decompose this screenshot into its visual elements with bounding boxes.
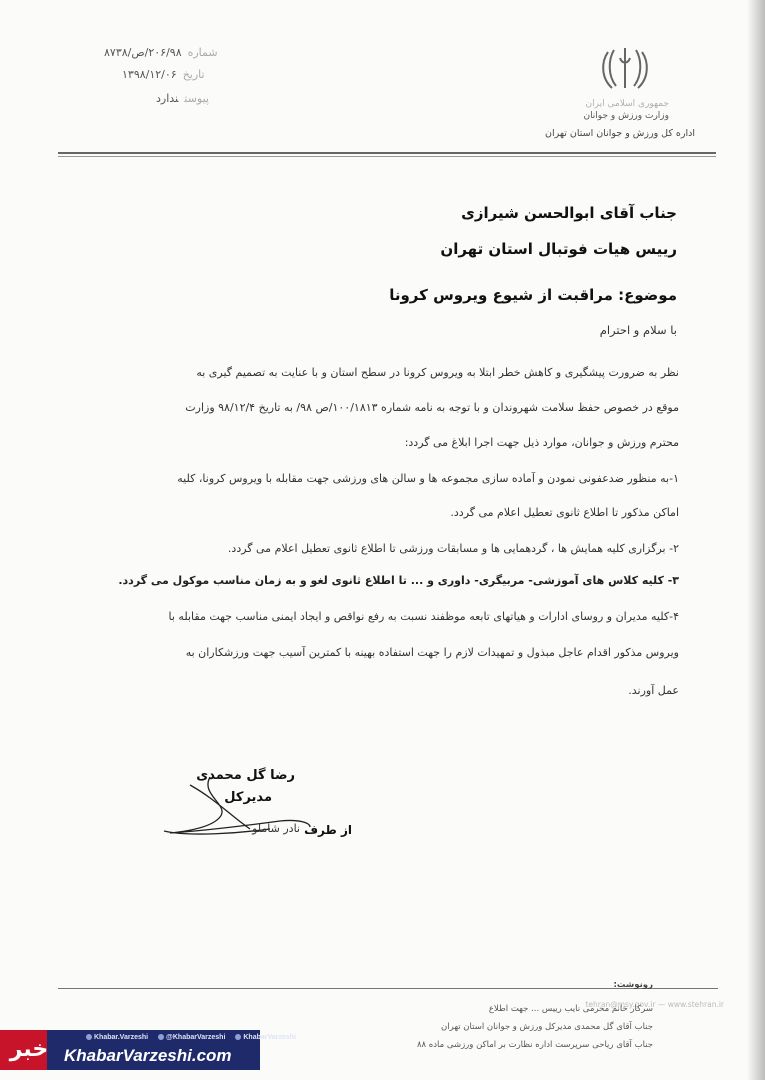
twitter-icon bbox=[235, 1034, 241, 1040]
cc-line: سرکار خانم محرمی نایب رییس ... جهت اطلاع bbox=[488, 1004, 653, 1014]
org-line-country: جمهوری اسلامی ایران bbox=[585, 99, 669, 109]
date-value: ۱۳۹۸/۱۲/۰۶ bbox=[122, 68, 177, 81]
letter-subject: موضوع: مراقبت از شیوع ویروس کرونا bbox=[389, 286, 677, 304]
number-value: ۲۰۶/۹۸/ص/۸۷۳۸ bbox=[104, 46, 182, 59]
on-behalf-label: از طرف bbox=[304, 823, 352, 837]
date-label: تاریخ bbox=[182, 68, 205, 81]
watermark-social bbox=[86, 1034, 304, 1041]
cc-line: جناب آقای گل محمدی مدیرکل ورزش و جوانان استان تهران bbox=[441, 1022, 653, 1032]
scan-edge-shadow bbox=[747, 0, 765, 1080]
attachment-label: پیوست bbox=[184, 92, 209, 105]
body-line: عمل آورند. bbox=[628, 684, 679, 697]
signatory-title: مدیرکل bbox=[224, 790, 272, 805]
iran-emblem-icon bbox=[598, 44, 652, 94]
body-line: محترم ورزش و جوانان، موارد ذیل جهت اجرا ابلاغ می گردد: bbox=[404, 436, 679, 449]
instagram-icon bbox=[158, 1034, 164, 1040]
body-line: ۲- برگزاری کلیه همایش ها ، گردهمایی ها و مسابقات ورزشی تا اطلاع ثانوی تعطیل اعلام می گردد. bbox=[227, 542, 679, 555]
on-behalf-name: نادر شاملو bbox=[252, 822, 300, 835]
cc-line: جناب آقای ریاحی سرپرست اداره نظارت بر اماکن ورزشی ماده ۸۸ bbox=[416, 1040, 653, 1050]
number-label: شماره bbox=[187, 46, 218, 59]
greeting: با سلام و احترام bbox=[599, 323, 677, 337]
letter-number bbox=[104, 46, 218, 59]
body-line: نظر به ضرورت پیشگیری و کاهش خطر ابتلا به ویروس کرونا در سطح استان و با عنایت به تصمیم گیری به bbox=[196, 366, 679, 379]
body-line: ۴-کلیه مدیران و روسای ادارات و هیاتهای تابعه موظفند نسبت به رفع نواقص و ایجاد ایمنی مناسب جهت مقابله با bbox=[168, 610, 679, 623]
watermark-logo: خبر bbox=[9, 1037, 49, 1062]
footer-contact: tehran@msy.gov.ir — www.stehran.ir bbox=[585, 1000, 724, 1009]
body-line: موقع در خصوص حفظ سلامت شهروندان و با توجه به نامه شماره ۱۰۰/۱۸۱۳/ص ۹۸/ به تاریخ ۹۸/۱۲/۴ وزارت bbox=[185, 401, 679, 414]
header-divider bbox=[58, 152, 716, 154]
org-line-ministry: وزارت ورزش و جوانان bbox=[583, 111, 669, 121]
recipient-title: رییس هیات فوتبال استان تهران bbox=[440, 240, 677, 258]
telegram-icon bbox=[86, 1034, 92, 1040]
social-handle: @KhabarVarzeshi bbox=[166, 1034, 226, 1041]
social-handle: Khabar.Varzeshi bbox=[94, 1034, 149, 1041]
letter-date bbox=[122, 68, 205, 81]
body-line: ۳- کلیه کلاس های آموزشی- مربیگری- داوری و ... تا اطلاع ثانوی لغو و به زمان مناسب موکول می گردد. bbox=[118, 574, 679, 587]
social-handle: KhabarVarzeshi bbox=[243, 1034, 296, 1041]
body-line: ویروس مذکور اقدام عاجل مبذول و تمهیدات لازم را جهت استفاده بهینه با کمترین آسیب جهت ورزشکاران به bbox=[185, 646, 679, 659]
cc-title: رونوشت: bbox=[613, 980, 653, 990]
watermark-site-name: KhabarVarzeshi.com bbox=[64, 1046, 232, 1065]
letter-attachment bbox=[156, 92, 209, 105]
org-line-office: اداره کل ورزش و جوانان استان تهران bbox=[544, 128, 695, 139]
body-line: اماکن مذکور تا اطلاع ثانوی تعطیل اعلام می گردد. bbox=[450, 506, 679, 519]
header-divider-thin bbox=[58, 156, 716, 157]
recipient-name: جناب آقای ابوالحسن شیرازی bbox=[461, 204, 677, 222]
signatory-name: رضا گل محمدی bbox=[196, 768, 295, 783]
body-line: ۱-به منظور ضدعفونی نمودن و آماده سازی مجموعه ها و سالن های ورزشی جهت مقابله با ویروس کرونا، کلیه bbox=[177, 472, 679, 485]
attachment-value: ندارد bbox=[156, 92, 179, 105]
